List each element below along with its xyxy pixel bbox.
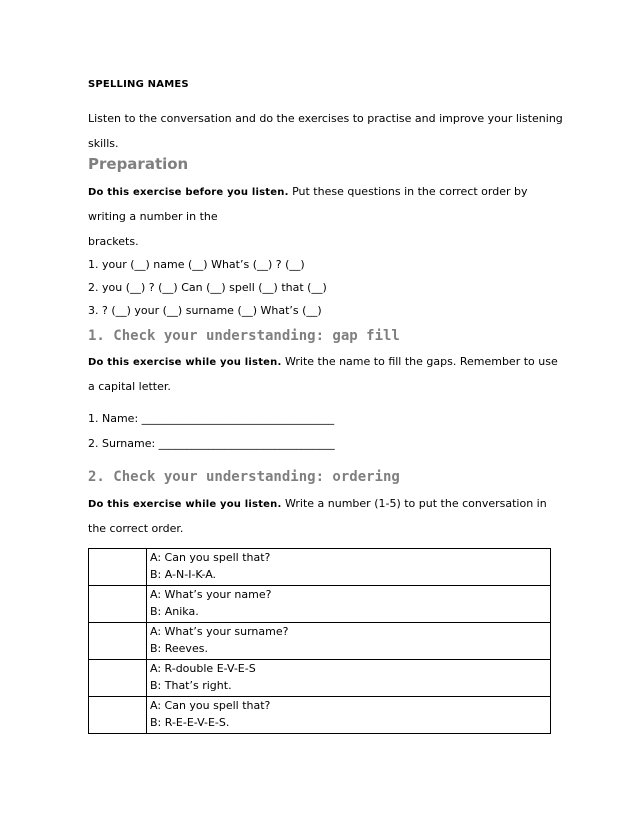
preparation-item-3: 3. ? (__) your (__) surname (__) What’s (__): [88, 304, 322, 317]
dialogue-line-a: A: What’s your name?: [150, 588, 272, 601]
dialogue-cell: [147, 623, 551, 660]
table-row: [89, 660, 551, 697]
table-row: [89, 697, 551, 734]
dialogue-cell: [147, 586, 551, 623]
preparation-instruction-bold: Do this exercise before you listen.: [88, 187, 289, 198]
section-2-heading: 2. Check your understanding: ordering: [88, 469, 400, 485]
section-2-instruction-line-2: the correct order.: [88, 522, 184, 535]
preparation-instruction: [88, 185, 528, 200]
section-1-instruction-rest: Write the name to fill the gaps. Remember to use: [281, 355, 558, 368]
table-row: [89, 586, 551, 623]
preparation-heading: Preparation: [88, 155, 189, 173]
dialogue-line-b: B: R-E-E-V-E-S.: [150, 716, 230, 729]
dialogue-line-b: B: A-N-I-K-A.: [150, 568, 217, 581]
table-row: [89, 549, 551, 586]
table-row: [89, 623, 551, 660]
dialogue-line-b: B: Anika.: [150, 605, 199, 618]
section-1-heading: 1. Check your understanding: gap fill: [88, 328, 400, 344]
ordering-table: [88, 548, 551, 734]
order-number-cell[interactable]: [89, 586, 147, 623]
gap-fill-name[interactable]: 1. Name: ___________________________________: [88, 412, 335, 425]
section-2-instruction: [88, 497, 547, 512]
order-number-cell[interactable]: [89, 660, 147, 697]
dialogue-cell: [147, 697, 551, 734]
intro-line-1: Listen to the conversation and do the exercises to practise and improve your listening: [88, 112, 563, 125]
order-number-cell[interactable]: [89, 697, 147, 734]
preparation-item-2: 2. you (__) ? (__) Can (__) spell (__) that (__): [88, 281, 327, 294]
preparation-instruction-line-2: writing a number in the: [88, 210, 218, 223]
dialogue-line-a: A: Can you spell that?: [150, 699, 271, 712]
order-number-cell[interactable]: [89, 549, 147, 586]
dialogue-line-a: A: What’s your surname?: [150, 625, 289, 638]
preparation-item-1: 1. your (__) name (__) What’s (__) ? (__): [88, 258, 305, 271]
page-title: SPELLING NAMES: [88, 79, 189, 90]
section-1-instruction: [88, 355, 558, 370]
intro-line-2: skills.: [88, 137, 119, 150]
dialogue-line-a: A: Can you spell that?: [150, 551, 271, 564]
section-2-instruction-rest: Write a number (1-5) to put the conversation in: [281, 497, 547, 510]
preparation-instruction-rest: Put these questions in the correct order by: [288, 185, 528, 198]
preparation-instruction-line-3: brackets.: [88, 235, 139, 248]
dialogue-cell: [147, 549, 551, 586]
gap-fill-surname[interactable]: 2. Surname: ________________________________: [88, 437, 335, 450]
order-number-cell[interactable]: [89, 623, 147, 660]
section-1-instruction-bold: Do this exercise while you listen.: [88, 357, 282, 368]
dialogue-cell: [147, 660, 551, 697]
dialogue-line-b: B: Reeves.: [150, 642, 208, 655]
section-1-instruction-line-2: a capital letter.: [88, 380, 171, 393]
section-2-instruction-bold: Do this exercise while you listen.: [88, 499, 282, 510]
dialogue-line-a: A: R-double E-V-E-S: [150, 662, 256, 675]
dialogue-line-b: B: That’s right.: [150, 679, 232, 692]
